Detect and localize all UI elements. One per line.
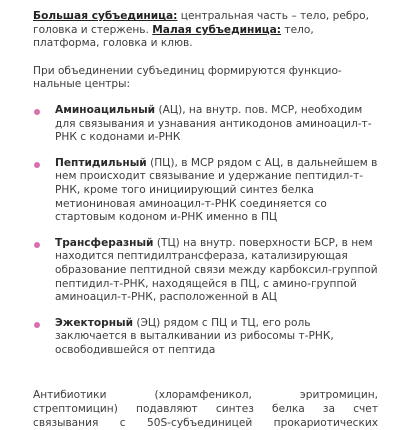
large-subunit-text: центральная часть – тело, ребро, головка и стержень. bbox=[33, 10, 370, 36]
center-text: (ЭЦ) рядом с ПЦ и ТЦ, его роль заключается в выталкивании из рибосомы т-РНК, освободившейся от пептида bbox=[55, 316, 334, 356]
bullet-icon bbox=[34, 242, 40, 248]
centers-intro: При объединении субъединиц формируются функцио-нальные центры: bbox=[33, 64, 342, 91]
bullet-icon bbox=[34, 322, 40, 328]
footer-line: Антибиотики (хлорамфеникол, эритромицин, bbox=[33, 389, 378, 402]
bullet-icon bbox=[34, 162, 40, 168]
list-item-ejector bbox=[33, 317, 378, 358]
center-text: (ТЦ) на внутр. поверхности БСР, в нем находится пептидилтрансфераза, катализирующая образование пептидной связи между карбоксил-группой пептидил-т-РНК, находящейся в ПЦ, с амино-группой аминоацил-т-РНК, расположенной в АЦ bbox=[55, 236, 378, 304]
list-item-aminoacyl bbox=[33, 104, 378, 145]
small-subunit-term: Малая субъединица: bbox=[152, 23, 282, 36]
subunits-paragraph bbox=[33, 10, 378, 51]
bullet-icon bbox=[34, 109, 40, 115]
center-term: Аминоацильный bbox=[55, 103, 156, 116]
large-subunit-term: Большая субъединица: bbox=[33, 10, 178, 22]
center-text: (ПЦ), в МСР рядом с АЦ, в дальнейшем в нем происходит связывание и удержание пептидил-т-РНК, кроме того инициирующий синтез белка метиониновая аминоацил-т-РНК соединяется со стартовым кодоном и-РНК именно в ПЦ bbox=[55, 156, 378, 224]
footer-line: стрептомицин) подавляют синтез белка за счет bbox=[33, 403, 378, 416]
center-term: Пептидильный bbox=[55, 156, 147, 169]
list-item-transferase bbox=[33, 237, 378, 305]
center-term: Эжекторный bbox=[55, 316, 134, 329]
center-text: (АЦ), на внутр. пов. МСР, необходим для связывания и узнавания антикодонов аминоацил-т-РНК с кодонами и-РНК bbox=[55, 103, 372, 144]
list-item-peptidyl bbox=[33, 157, 378, 225]
footer-line: связывания с 50S-субъединицей прокариотических bbox=[33, 416, 378, 429]
small-subunit-text: тело, платформа, головка и клюв. bbox=[33, 23, 314, 50]
antibiotics-paragraph bbox=[33, 389, 378, 430]
center-term: Трансферазный bbox=[55, 236, 154, 249]
